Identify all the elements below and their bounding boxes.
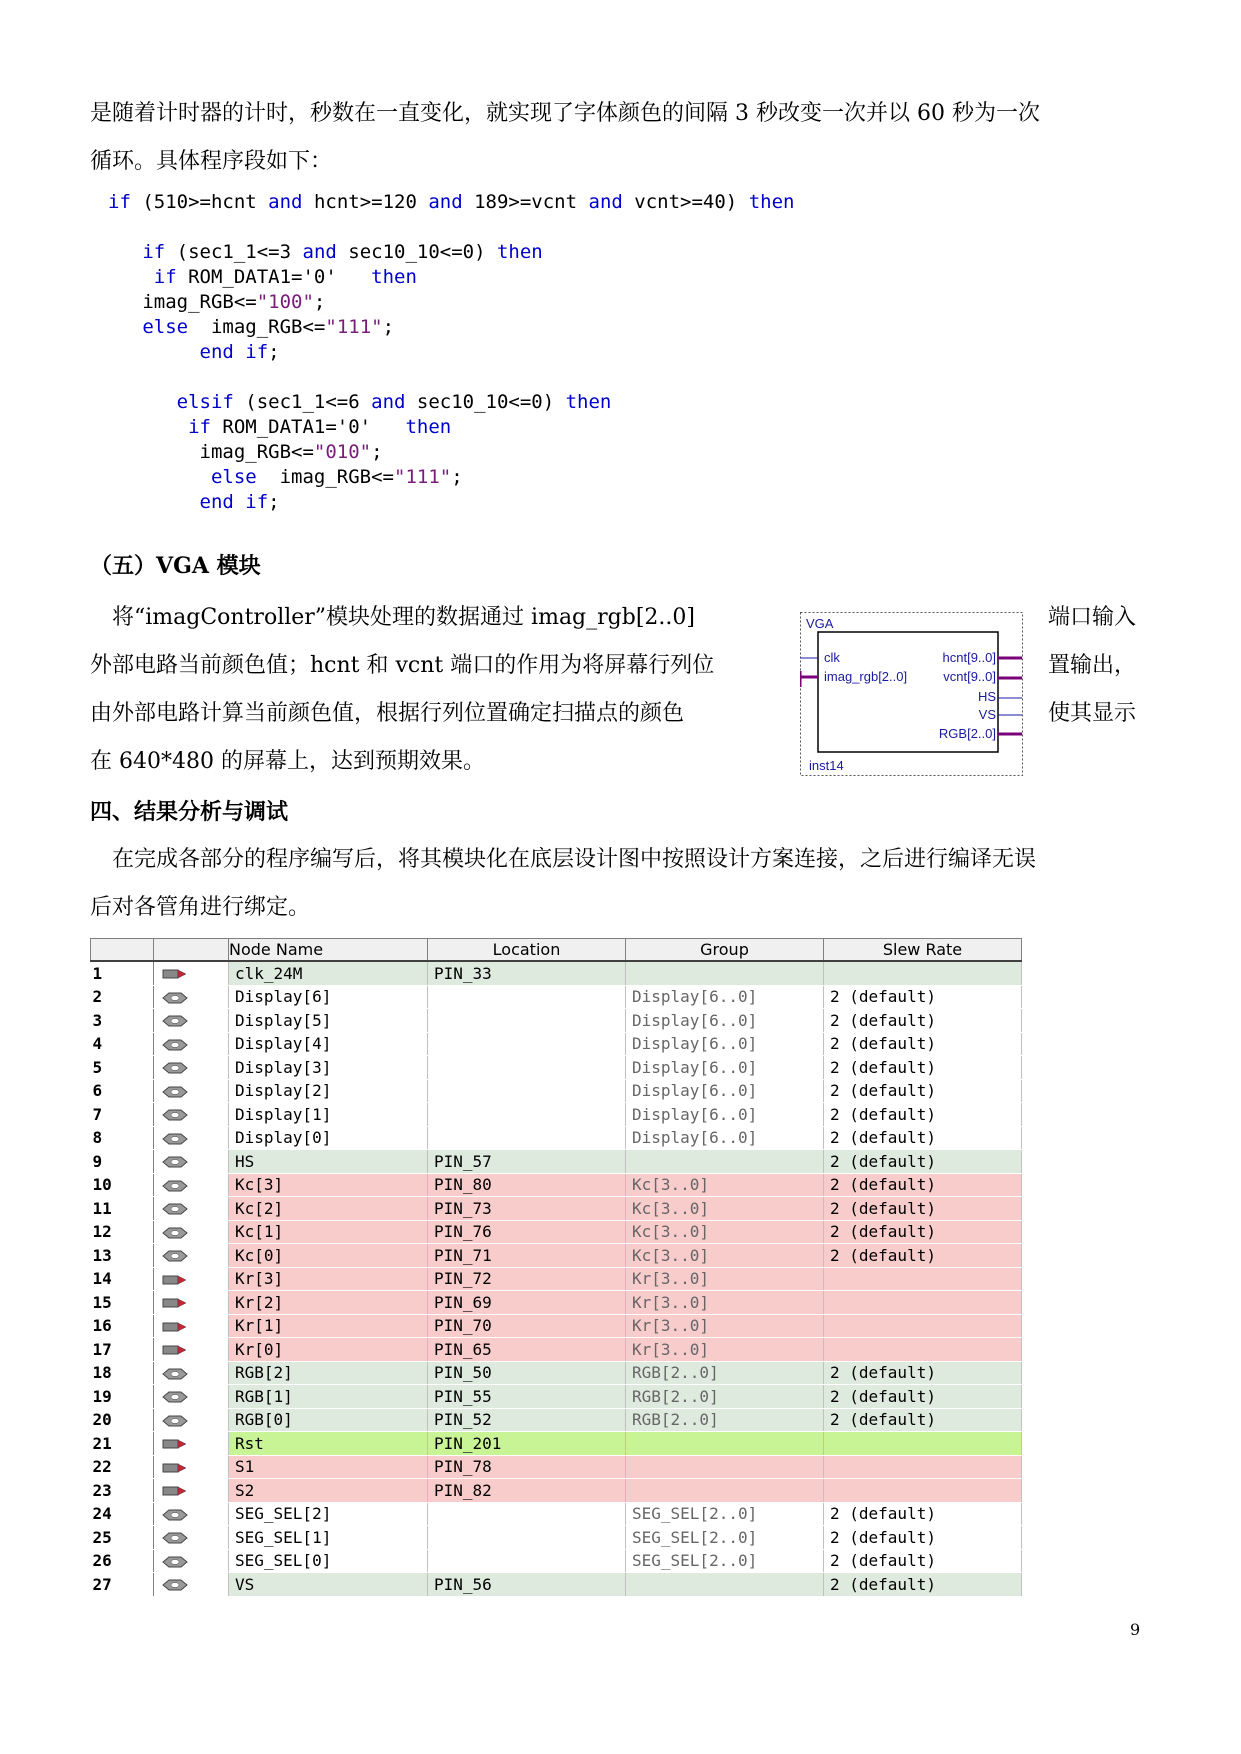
table-row[interactable] xyxy=(91,1056,1022,1080)
table-row[interactable] xyxy=(91,1361,1022,1385)
section-5-text-right xyxy=(1048,594,1158,738)
text-line: 外部电路当前颜色值；hcnt 和 vcnt 端口的作用为将屏幕行列位 xyxy=(90,653,715,678)
group-cell: Display[6..0] xyxy=(626,1056,824,1080)
table-header-row xyxy=(91,939,1022,962)
row-number: 19 xyxy=(91,1385,154,1409)
table-row[interactable] xyxy=(91,1197,1022,1221)
node-name-cell: Kc[2] xyxy=(229,1197,428,1221)
column-header-slew-rate[interactable]: Slew Rate xyxy=(824,939,1022,962)
row-number: 4 xyxy=(91,1032,154,1056)
slew-rate-cell: 2 (default) xyxy=(824,1526,1022,1550)
node-name-cell: Kr[2] xyxy=(229,1291,428,1315)
node-name-cell: S1 xyxy=(229,1455,428,1479)
row-number: 3 xyxy=(91,1009,154,1033)
code-line: imag_RGB<="010"; xyxy=(199,441,383,463)
text-line: 在 640*480 的屏幕上，达到预期效果。 xyxy=(90,749,485,774)
node-name-cell: Kr[1] xyxy=(229,1314,428,1338)
location-cell[interactable] xyxy=(428,1126,626,1150)
group-cell xyxy=(626,1150,824,1174)
group-cell: Display[6..0] xyxy=(626,1126,824,1150)
location-cell[interactable] xyxy=(428,1502,626,1526)
table-row[interactable] xyxy=(91,961,1022,985)
node-name-cell: Kc[1] xyxy=(229,1220,428,1244)
group-cell xyxy=(626,961,824,985)
output-pin-icon xyxy=(154,1197,229,1221)
node-name-cell: Kr[3] xyxy=(229,1267,428,1291)
row-number-header xyxy=(91,939,154,962)
node-name-cell: Display[4] xyxy=(229,1032,428,1056)
code-line: end if; xyxy=(199,491,280,513)
table-row[interactable] xyxy=(91,1408,1022,1432)
slew-rate-cell xyxy=(824,961,1022,985)
location-cell[interactable]: PIN_70 xyxy=(428,1314,626,1338)
slew-rate-cell: 2 (default) xyxy=(824,1032,1022,1056)
location-cell[interactable]: PIN_69 xyxy=(428,1291,626,1315)
slew-rate-cell xyxy=(824,1267,1022,1291)
row-number: 17 xyxy=(91,1338,154,1362)
column-header-node-name[interactable]: Node Name xyxy=(229,939,428,962)
location-cell[interactable] xyxy=(428,1056,626,1080)
location-cell[interactable]: PIN_33 xyxy=(428,961,626,985)
group-cell: Kc[3..0] xyxy=(626,1197,824,1221)
section-5-text-left xyxy=(90,594,780,786)
text-line: 置输出， xyxy=(1048,653,1137,678)
code-line: imag_RGB<="100"; xyxy=(142,291,326,313)
output-pin-icon xyxy=(154,1408,229,1432)
table-row[interactable] xyxy=(91,1291,1022,1315)
page-number: 9 xyxy=(1130,1620,1141,1639)
text-line: 将“imagController”模块处理的数据通过 imag_rgb[2..0] xyxy=(90,605,695,630)
slew-rate-cell: 2 (default) xyxy=(824,1244,1022,1268)
location-cell[interactable]: PIN_56 xyxy=(428,1573,626,1597)
group-cell: SEG_SEL[2..0] xyxy=(626,1502,824,1526)
row-number: 27 xyxy=(91,1573,154,1597)
slew-rate-cell xyxy=(824,1432,1022,1456)
row-number: 11 xyxy=(91,1197,154,1221)
table-row[interactable] xyxy=(91,1126,1022,1150)
slew-rate-cell: 2 (default) xyxy=(824,1573,1022,1597)
node-name-cell: Display[0] xyxy=(229,1126,428,1150)
row-number: 12 xyxy=(91,1220,154,1244)
location-cell[interactable]: PIN_80 xyxy=(428,1173,626,1197)
group-cell: SEG_SEL[2..0] xyxy=(626,1526,824,1550)
vga-symbol-title: VGA xyxy=(806,616,834,631)
location-cell[interactable] xyxy=(428,1103,626,1127)
node-name-cell: RGB[2] xyxy=(229,1361,428,1385)
row-number: 9 xyxy=(91,1150,154,1174)
node-name-cell: Display[5] xyxy=(229,1009,428,1033)
table-row[interactable] xyxy=(91,1267,1022,1291)
slew-rate-cell: 2 (default) xyxy=(824,1502,1022,1526)
node-name-cell: S2 xyxy=(229,1479,428,1503)
output-pin-icon xyxy=(154,1549,229,1573)
code-line: else imag_RGB<="111"; xyxy=(142,316,395,338)
intro-line-2: 循环。具体程序段如下： xyxy=(90,149,333,174)
location-cell[interactable] xyxy=(428,1526,626,1550)
vga-block-symbol xyxy=(800,612,1025,777)
vga-input-port: clk xyxy=(824,650,840,665)
code-line: elsif (sec1_1<=6 and sec10_10<=0) then xyxy=(176,391,612,413)
column-header-location[interactable]: Location xyxy=(428,939,626,962)
input-pin-icon xyxy=(154,1338,229,1362)
vga-output-port: vcnt[9..0] xyxy=(943,669,996,684)
node-name-cell: Kc[3] xyxy=(229,1173,428,1197)
location-cell[interactable]: PIN_82 xyxy=(428,1479,626,1503)
slew-rate-cell xyxy=(824,1455,1022,1479)
location-cell[interactable] xyxy=(428,1032,626,1056)
code-line: if (510>=hcnt and hcnt>=120 and 189>=vcnt and vcnt>=40) then xyxy=(108,191,795,213)
text-line: 后对各管角进行绑定。 xyxy=(90,895,311,920)
slew-rate-cell: 2 (default) xyxy=(824,1056,1022,1080)
group-cell xyxy=(626,1455,824,1479)
vga-input-port: imag_rgb[2..0] xyxy=(824,669,908,684)
pin-assignment-table xyxy=(90,938,1022,1597)
slew-rate-cell: 2 (default) xyxy=(824,1103,1022,1127)
input-pin-icon xyxy=(154,961,229,985)
intro-line-1: 是随着计时器的计时，秒数在一直变化，就实现了字体颜色的间隔 3 秒改变一次并以 60 秒为一次 xyxy=(90,101,1040,126)
group-cell: Display[6..0] xyxy=(626,1032,824,1056)
table-row[interactable] xyxy=(91,1455,1022,1479)
location-cell[interactable]: PIN_55 xyxy=(428,1385,626,1409)
location-cell[interactable]: PIN_201 xyxy=(428,1432,626,1456)
node-name-cell: Rst xyxy=(229,1432,428,1456)
column-header-group[interactable]: Group xyxy=(626,939,824,962)
code-line: if (sec1_1<=3 and sec10_10<=0) then xyxy=(142,241,543,263)
location-cell[interactable]: PIN_71 xyxy=(428,1244,626,1268)
vga-instance-name: inst14 xyxy=(809,758,844,773)
input-pin-icon xyxy=(154,1455,229,1479)
row-number: 26 xyxy=(91,1549,154,1573)
table-row[interactable] xyxy=(91,1103,1022,1127)
table-row[interactable] xyxy=(91,1432,1022,1456)
input-pin-icon xyxy=(154,1291,229,1315)
group-cell: SEG_SEL[2..0] xyxy=(626,1549,824,1573)
row-number: 8 xyxy=(91,1126,154,1150)
text-line: 端口输入 xyxy=(1048,605,1137,630)
slew-rate-cell: 2 (default) xyxy=(824,1549,1022,1573)
output-pin-icon xyxy=(154,1056,229,1080)
output-pin-icon xyxy=(154,1573,229,1597)
table-row[interactable] xyxy=(91,1573,1022,1597)
node-name-cell: Display[3] xyxy=(229,1056,428,1080)
table-row[interactable] xyxy=(91,1314,1022,1338)
table-row[interactable] xyxy=(91,1502,1022,1526)
intro-paragraph xyxy=(90,90,1180,186)
output-pin-icon xyxy=(154,1361,229,1385)
section-5-heading: （五）VGA 模块 xyxy=(90,553,261,579)
output-pin-icon xyxy=(154,1173,229,1197)
vga-output-port: hcnt[9..0] xyxy=(942,650,996,665)
slew-rate-cell: 2 (default) xyxy=(824,1009,1022,1033)
slew-rate-cell: 2 (default) xyxy=(824,1385,1022,1409)
location-cell[interactable] xyxy=(428,1009,626,1033)
table-row[interactable] xyxy=(91,1220,1022,1244)
row-number: 7 xyxy=(91,1103,154,1127)
location-cell[interactable] xyxy=(428,1549,626,1573)
slew-rate-cell: 2 (default) xyxy=(824,1126,1022,1150)
vhdl-code-block xyxy=(108,190,794,515)
group-cell: Kr[3..0] xyxy=(626,1314,824,1338)
table-row[interactable] xyxy=(91,1079,1022,1103)
output-pin-icon xyxy=(154,1385,229,1409)
code-line: if ROM_DATA1='0' then xyxy=(188,416,452,438)
slew-rate-cell: 2 (default) xyxy=(824,1408,1022,1432)
group-cell: Kc[3..0] xyxy=(626,1244,824,1268)
text-line: 由外部电路计算当前颜色值，根据行列位置确定扫描点的颜色 xyxy=(90,701,685,726)
location-cell[interactable]: PIN_76 xyxy=(428,1220,626,1244)
input-pin-icon xyxy=(154,1314,229,1338)
output-pin-icon xyxy=(154,1526,229,1550)
group-cell: Kr[3..0] xyxy=(626,1267,824,1291)
row-number: 20 xyxy=(91,1408,154,1432)
row-number: 18 xyxy=(91,1361,154,1385)
group-cell: RGB[2..0] xyxy=(626,1361,824,1385)
output-pin-icon xyxy=(154,1032,229,1056)
row-number: 22 xyxy=(91,1455,154,1479)
slew-rate-cell xyxy=(824,1291,1022,1315)
output-pin-icon xyxy=(154,985,229,1009)
slew-rate-cell: 2 (default) xyxy=(824,985,1022,1009)
node-name-cell: VS xyxy=(229,1573,428,1597)
table-row[interactable] xyxy=(91,1479,1022,1503)
row-number: 2 xyxy=(91,985,154,1009)
location-cell[interactable]: PIN_50 xyxy=(428,1361,626,1385)
row-number: 1 xyxy=(91,961,154,985)
location-cell[interactable]: PIN_73 xyxy=(428,1197,626,1221)
row-number: 23 xyxy=(91,1479,154,1503)
table-row[interactable] xyxy=(91,1244,1022,1268)
input-pin-icon xyxy=(154,1267,229,1291)
node-name-cell: SEG_SEL[0] xyxy=(229,1549,428,1573)
slew-rate-cell: 2 (default) xyxy=(824,1361,1022,1385)
group-cell: Kc[3..0] xyxy=(626,1220,824,1244)
section-4-heading: 四、结果分析与调试 xyxy=(90,799,289,825)
slew-rate-cell xyxy=(824,1338,1022,1362)
group-cell: Display[6..0] xyxy=(626,1103,824,1127)
location-cell[interactable]: PIN_52 xyxy=(428,1408,626,1432)
row-number: 5 xyxy=(91,1056,154,1080)
slew-rate-cell: 2 (default) xyxy=(824,1079,1022,1103)
text-line: 使其显示 xyxy=(1048,701,1137,726)
vga-output-port: RGB[2..0] xyxy=(938,726,996,741)
row-number: 24 xyxy=(91,1502,154,1526)
row-number: 25 xyxy=(91,1526,154,1550)
output-pin-icon xyxy=(154,1220,229,1244)
node-name-cell: Display[1] xyxy=(229,1103,428,1127)
output-pin-icon xyxy=(154,1150,229,1174)
node-name-cell: SEG_SEL[1] xyxy=(229,1526,428,1550)
row-number: 15 xyxy=(91,1291,154,1315)
row-number: 21 xyxy=(91,1432,154,1456)
output-pin-icon xyxy=(154,1103,229,1127)
node-name-cell: Display[6] xyxy=(229,985,428,1009)
code-line: else imag_RGB<="111"; xyxy=(210,466,463,488)
table-row[interactable] xyxy=(91,1338,1022,1362)
node-name-cell: RGB[1] xyxy=(229,1385,428,1409)
input-pin-icon xyxy=(154,1479,229,1503)
slew-rate-cell xyxy=(824,1479,1022,1503)
slew-rate-cell: 2 (default) xyxy=(824,1220,1022,1244)
group-cell xyxy=(626,1432,824,1456)
location-cell[interactable]: PIN_65 xyxy=(428,1338,626,1362)
location-cell[interactable] xyxy=(428,1079,626,1103)
location-cell[interactable]: PIN_72 xyxy=(428,1267,626,1291)
text-line: 在完成各部分的程序编写后，将其模块化在底层设计图中按照设计方案连接，之后进行编译无误 xyxy=(90,847,1037,872)
row-number: 6 xyxy=(91,1079,154,1103)
table-row[interactable] xyxy=(91,1173,1022,1197)
group-cell: Display[6..0] xyxy=(626,985,824,1009)
table-row[interactable] xyxy=(91,1009,1022,1033)
node-name-cell: HS xyxy=(229,1150,428,1174)
group-cell xyxy=(626,1573,824,1597)
output-pin-icon xyxy=(154,1502,229,1526)
group-cell: RGB[2..0] xyxy=(626,1408,824,1432)
vga-output-port: VS xyxy=(978,707,996,722)
input-pin-icon xyxy=(154,1432,229,1456)
output-pin-icon xyxy=(154,1009,229,1033)
group-cell: Kc[3..0] xyxy=(626,1173,824,1197)
node-name-cell: clk_24M xyxy=(229,961,428,985)
section-4-paragraph xyxy=(90,836,1180,932)
table-row[interactable] xyxy=(91,985,1022,1009)
vga-output-port: HS xyxy=(977,689,996,704)
table-row[interactable] xyxy=(91,1150,1022,1174)
table-row[interactable] xyxy=(91,1526,1022,1550)
table-row[interactable] xyxy=(91,1385,1022,1409)
node-name-cell: Kr[0] xyxy=(229,1338,428,1362)
row-number: 10 xyxy=(91,1173,154,1197)
group-cell: Kr[3..0] xyxy=(626,1338,824,1362)
group-cell: Display[6..0] xyxy=(626,1079,824,1103)
slew-rate-cell: 2 (default) xyxy=(824,1173,1022,1197)
group-cell: Display[6..0] xyxy=(626,1009,824,1033)
table-row[interactable] xyxy=(91,1549,1022,1573)
row-number: 16 xyxy=(91,1314,154,1338)
slew-rate-cell: 2 (default) xyxy=(824,1150,1022,1174)
code-line: end if; xyxy=(199,341,280,363)
table-row[interactable] xyxy=(91,1032,1022,1056)
group-cell: Kr[3..0] xyxy=(626,1291,824,1315)
row-number: 14 xyxy=(91,1267,154,1291)
pin-table-body xyxy=(91,961,1022,1596)
direction-header xyxy=(154,939,229,962)
location-cell[interactable] xyxy=(428,985,626,1009)
slew-rate-cell xyxy=(824,1314,1022,1338)
location-cell[interactable]: PIN_78 xyxy=(428,1455,626,1479)
node-name-cell: SEG_SEL[2] xyxy=(229,1502,428,1526)
slew-rate-cell: 2 (default) xyxy=(824,1197,1022,1221)
group-cell xyxy=(626,1479,824,1503)
node-name-cell: Display[2] xyxy=(229,1079,428,1103)
location-cell[interactable]: PIN_57 xyxy=(428,1150,626,1174)
output-pin-icon xyxy=(154,1126,229,1150)
output-pin-icon xyxy=(154,1079,229,1103)
node-name-cell: RGB[0] xyxy=(229,1408,428,1432)
code-line: if ROM_DATA1='0' then xyxy=(153,266,417,288)
group-cell: RGB[2..0] xyxy=(626,1385,824,1409)
node-name-cell: Kc[0] xyxy=(229,1244,428,1268)
output-pin-icon xyxy=(154,1244,229,1268)
row-number: 13 xyxy=(91,1244,154,1268)
